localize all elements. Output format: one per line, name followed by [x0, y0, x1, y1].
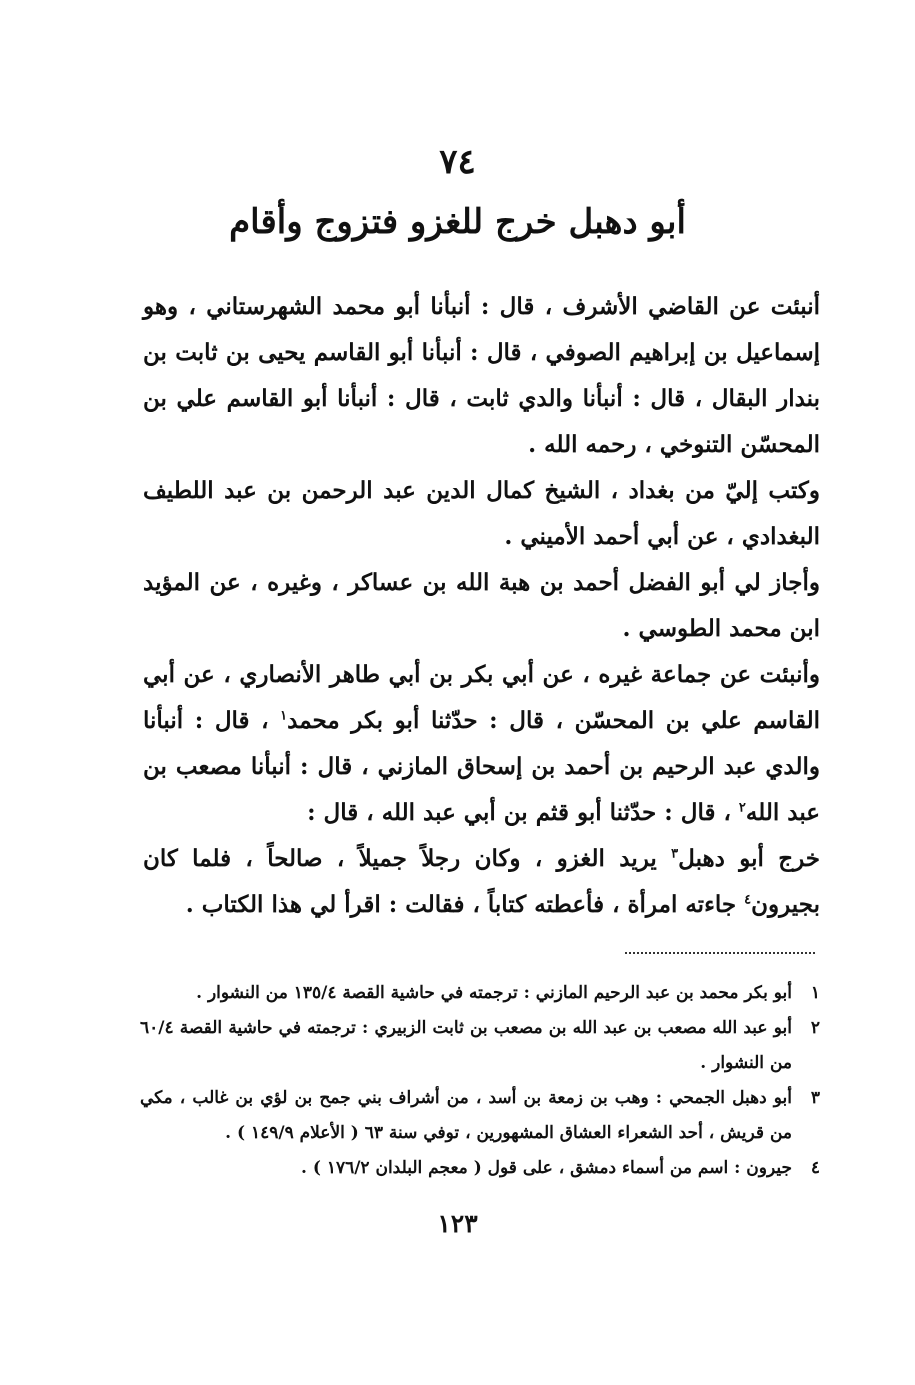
footnote-divider — [625, 952, 815, 954]
paragraph-isnad-2: وكتب إليّ من بغداد ، الشيخ كمال الدين عبد الرحمن بن عبد اللطيف البغدادي ، عن أبي أحمد الأميني . — [143, 477, 820, 550]
footnote-number: ٣ — [810, 1088, 820, 1108]
paragraph-isnad-1: أنبئت عن القاضي الأشرف ، قال : أنبأنا أبو محمد الشهرستاني ، وهو إسماعيل بن إبراهيم الصوفي ، قال : أنبأنا أبو القاسم يحيى بن ثابت بن بندار البقال ، قال : أنبأنا والدي ثابت ، قال : أنبأنا أبو القاسم علي بن المحسّن التنوخي ، رحمه الله . — [143, 293, 820, 458]
paragraph-isnad-3: وأجاز لي أبو الفضل أحمد بن هبة الله بن عساكر ، وغيره ، عن المؤيد ابن محمد الطوسي . — [143, 569, 820, 642]
paragraph-story-part-3: جاءته امرأة ، فأعطته كتاباً ، فقالت : اقرأ لي هذا الكتاب . — [185, 891, 745, 918]
chapter-title: أبو دهبل خرج للغزو فتزوج وأقام — [229, 202, 686, 242]
footnotes — [140, 976, 820, 1186]
footnote-number: ٢ — [810, 1018, 820, 1038]
paragraph-isnad-4-part-3: ، قال : حدّثنا أبو قثم بن أبي عبد الله ، قال : — [307, 799, 739, 826]
footnote-number: ١ — [810, 983, 820, 1003]
paragraph-isnad-4-part-2: ، قال : أنبأنا والدي عبد الرحيم بن أحمد بن إسحاق المازني ، قال : أنبأنا مصعب بن عبد الله — [143, 707, 820, 826]
paragraph-story — [143, 836, 820, 928]
footnote-ref-1[interactable]: ١ — [280, 708, 288, 724]
footnote-ref-2[interactable]: ٢ — [738, 800, 746, 816]
footnote-text: أبو دهبل الجمحي : وهب بن زمعة بن أسد ، من أشراف بني جمح بن لؤي بن غالب ، مكي من قريش ، أحد الشعراء العشاق المشهورين ، توفي سنة ٦٣ ( الأعلام ١٤٩/٩ ) . — [140, 1088, 792, 1143]
footnote-ref-3[interactable]: ٣ — [671, 846, 679, 862]
footnote-number: ٤ — [810, 1158, 820, 1178]
footnote-3 — [140, 1081, 820, 1151]
chapter-number: ٧٤ — [439, 142, 476, 182]
page-number: ١٢٣ — [437, 1209, 478, 1238]
paragraph-story-part-2: يريد الغزو ، وكان رجلاً جميلاً ، صالحاً ، فلما كان بجيرون — [143, 845, 820, 918]
footnote-text: أبو بكر محمد بن عبد الرحيم المازني : ترجمته في حاشية القصة ١٣٥/٤ من النشوار . — [196, 983, 792, 1003]
footnote-2 — [140, 1011, 820, 1081]
footnote-text: جيرون : اسم من أسماء دمشق ، على قول ( معجم البلدان ١٧٦/٢ ) . — [301, 1158, 792, 1178]
paragraph-isnad-4-part-1: وأنبئت عن جماعة غيره ، عن أبي بكر بن أبي طاهر الأنصاري ، عن أبي القاسم علي بن المحسّن ، قال : حدّثنا أبو بكر محمد — [143, 661, 820, 734]
footnote-text: أبو عبد الله مصعب بن عبد الله بن مصعب بن ثابت الزبيري : ترجمته في حاشية القصة ٦٠/٤ من النشوار . — [140, 1018, 792, 1073]
footnote-4 — [140, 1151, 820, 1186]
footnote-1 — [140, 976, 820, 1011]
body-text — [143, 284, 820, 928]
footnote-ref-4[interactable]: ٤ — [744, 892, 752, 908]
paragraph-story-part-1: خرج أبو دهبل — [678, 845, 820, 872]
paragraph-isnad-4 — [143, 652, 820, 836]
